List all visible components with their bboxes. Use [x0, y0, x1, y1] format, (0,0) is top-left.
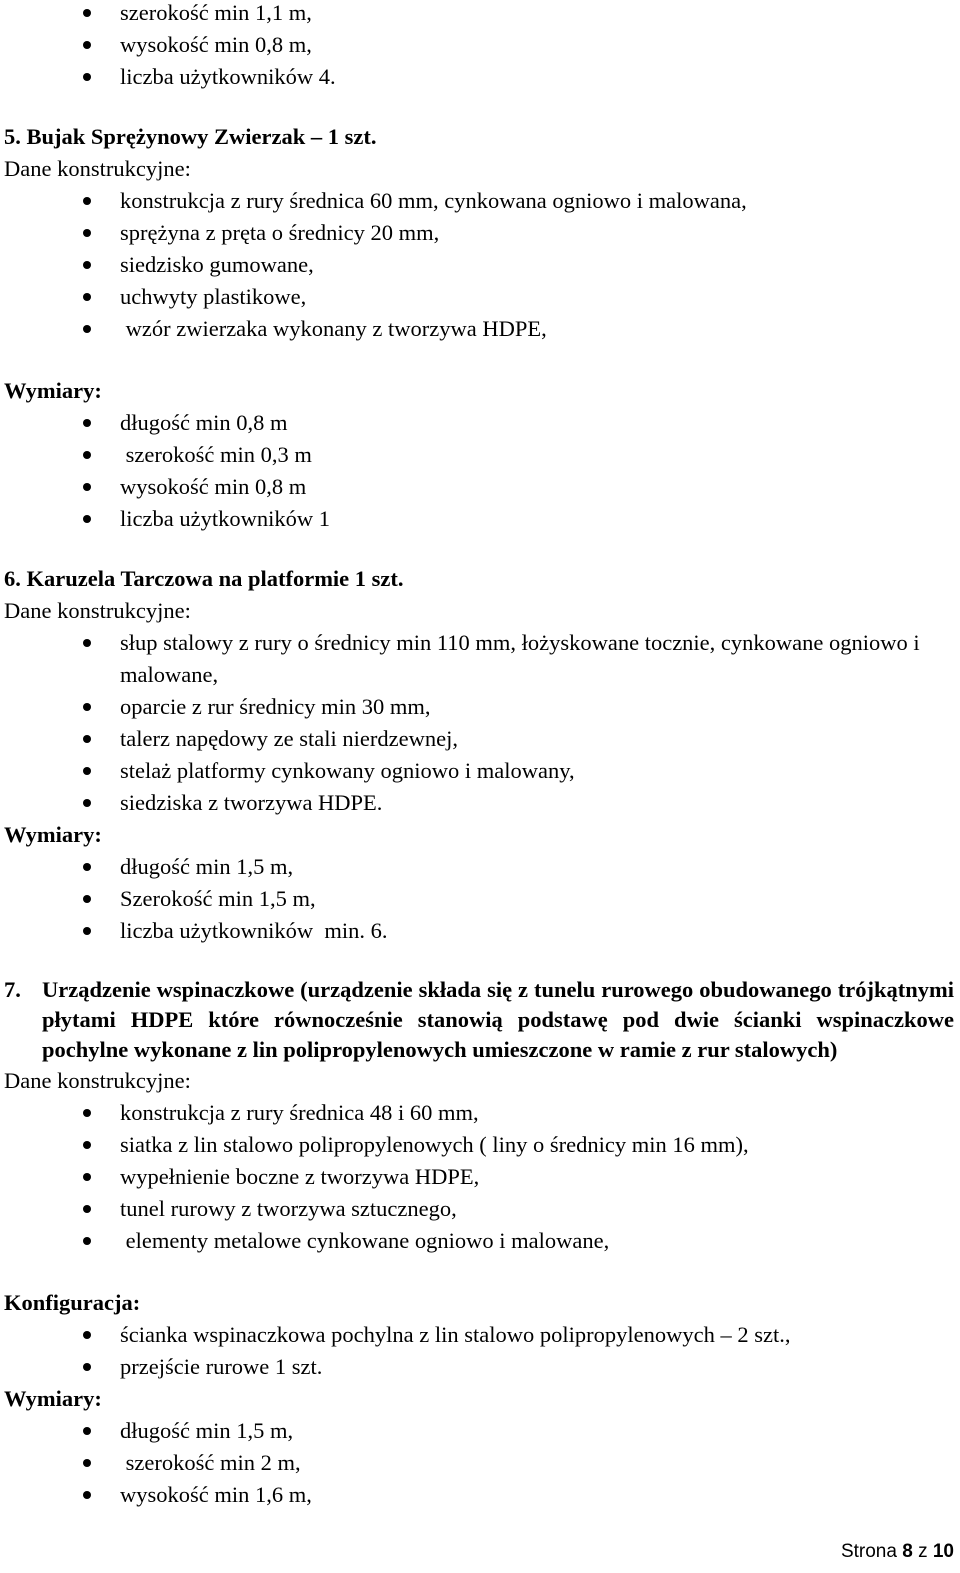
bullet-icon — [83, 419, 91, 427]
list-item: długość min 1,5 m, — [0, 851, 960, 883]
dane-list — [0, 627, 960, 819]
wymiary-list — [0, 1415, 960, 1511]
list-item: wypełnienie boczne z tworzywa HDPE, — [0, 1161, 960, 1193]
bullet-icon — [83, 197, 91, 205]
bullet-icon — [83, 515, 91, 523]
list-item: sprężyna z pręta o średnicy 20 mm, — [0, 217, 960, 249]
bullet-icon — [83, 799, 91, 807]
bullet-icon — [83, 483, 91, 491]
bullet-icon — [83, 1491, 91, 1499]
list-item: długość min 0,8 m — [0, 407, 960, 439]
list-item: wzór zwierzaka wykonany z tworzywa HDPE, — [0, 313, 960, 345]
list-item: stelaż platformy cynkowany ogniowo i malowany, — [0, 755, 960, 787]
bullet-icon — [83, 1205, 91, 1213]
list-item: słup stalowy z rury o średnicy min 110 mm, łożyskowane tocznie, cynkowane ogniowo i malowane, — [0, 627, 960, 691]
bullet-icon — [83, 735, 91, 743]
list-item: szerokość min 1,1 m, — [0, 0, 960, 29]
bullet-icon — [83, 229, 91, 237]
list-item: wysokość min 1,6 m, — [0, 1479, 960, 1511]
list-item: konstrukcja z rury średnica 60 mm, cynkowana ogniowo i malowana, — [0, 185, 960, 217]
list-item: przejście rurowe 1 szt. — [0, 1351, 960, 1383]
list-item: oparcie z rur średnicy min 30 mm, — [0, 691, 960, 723]
bullet-icon — [83, 1173, 91, 1181]
bullet-icon — [83, 41, 91, 49]
section-heading-text: Urządzenie wspinaczkowe (urządzenie składa się z tunelu rurowego obudowanego trójkątnymi płytami HDPE które równocześnie stanowią podstawę pod dwie ścianki wspinaczkowe pochylne wykonane z lin polipropylenowych umieszczone w ramie z rur stalowych) — [42, 977, 954, 1062]
bullet-icon — [83, 451, 91, 459]
dane-list — [0, 1097, 960, 1257]
list-item: szerokość min 2 m, — [0, 1447, 960, 1479]
wymiary-list — [0, 407, 960, 535]
footer-total-pages: 10 — [932, 1541, 954, 1562]
bullet-icon — [83, 703, 91, 711]
list-item: tunel rurowy z tworzywa sztucznego, — [0, 1193, 960, 1225]
footer-page-number: 8 — [902, 1541, 913, 1562]
section-heading-7 — [0, 975, 960, 1065]
bullet-icon — [83, 639, 91, 647]
bullet-icon — [83, 1109, 91, 1117]
bullet-icon — [83, 863, 91, 871]
list-item: uchwyty plastikowe, — [0, 281, 960, 313]
bullet-icon — [83, 261, 91, 269]
list-item: siatka z lin stalowo polipropylenowych ( liny o średnicy min 16 mm), — [0, 1129, 960, 1161]
bullet-icon — [83, 73, 91, 81]
bullet-icon — [83, 927, 91, 935]
bullet-icon — [83, 1331, 91, 1339]
dane-list — [0, 185, 960, 345]
bullet-icon — [83, 1459, 91, 1467]
list-item: elementy metalowe cynkowane ogniowo i malowane, — [0, 1225, 960, 1257]
dane-label: Dane konstrukcyjne: — [4, 156, 191, 181]
top-dimensions-list — [0, 0, 960, 93]
section-heading-5: 5. Bujak Sprężynowy Zwierzak – 1 szt. — [4, 124, 377, 149]
bullet-icon — [83, 9, 91, 17]
list-item: liczba użytkowników 1 — [0, 503, 960, 535]
section-number: 7. — [4, 977, 21, 1002]
list-item: ścianka wspinaczkowa pochylna z lin stalowo polipropylenowych – 2 szt., — [0, 1319, 960, 1351]
page-footer — [841, 1541, 954, 1563]
wymiary-label: Wymiary: — [4, 1386, 102, 1411]
bullet-icon — [83, 1237, 91, 1245]
dane-label: Dane konstrukcyjne: — [4, 1068, 191, 1093]
bullet-icon — [83, 895, 91, 903]
list-item: siedzisko gumowane, — [0, 249, 960, 281]
wymiary-list — [0, 851, 960, 947]
list-item: talerz napędowy ze stali nierdzewnej, — [0, 723, 960, 755]
dane-label: Dane konstrukcyjne: — [4, 598, 191, 623]
wymiary-label: Wymiary: — [4, 822, 102, 847]
footer-prefix: Strona — [840, 1541, 897, 1562]
bullet-icon — [83, 293, 91, 301]
footer-separator: z — [918, 1541, 928, 1562]
bullet-icon — [83, 767, 91, 775]
list-item: Szerokość min 1,5 m, — [0, 883, 960, 915]
bullet-icon — [83, 325, 91, 333]
list-item: wysokość min 0,8 m, — [0, 29, 960, 61]
list-item: wysokość min 0,8 m — [0, 471, 960, 503]
list-item: liczba użytkowników min. 6. — [0, 915, 960, 947]
konfiguracja-list — [0, 1319, 960, 1383]
bullet-icon — [83, 1141, 91, 1149]
section-heading-6: 6. Karuzela Tarczowa na platformie 1 szt. — [4, 566, 404, 591]
list-item: liczba użytkowników 4. — [0, 61, 960, 93]
wymiary-label: Wymiary: — [4, 378, 102, 403]
konfiguracja-label: Konfiguracja: — [4, 1290, 141, 1315]
bullet-icon — [83, 1363, 91, 1371]
list-item: długość min 1,5 m, — [0, 1415, 960, 1447]
list-item: szerokość min 0,3 m — [0, 439, 960, 471]
list-item: konstrukcja z rury średnica 48 i 60 mm, — [0, 1097, 960, 1129]
list-item: siedziska z tworzywa HDPE. — [0, 787, 960, 819]
bullet-icon — [83, 1427, 91, 1435]
